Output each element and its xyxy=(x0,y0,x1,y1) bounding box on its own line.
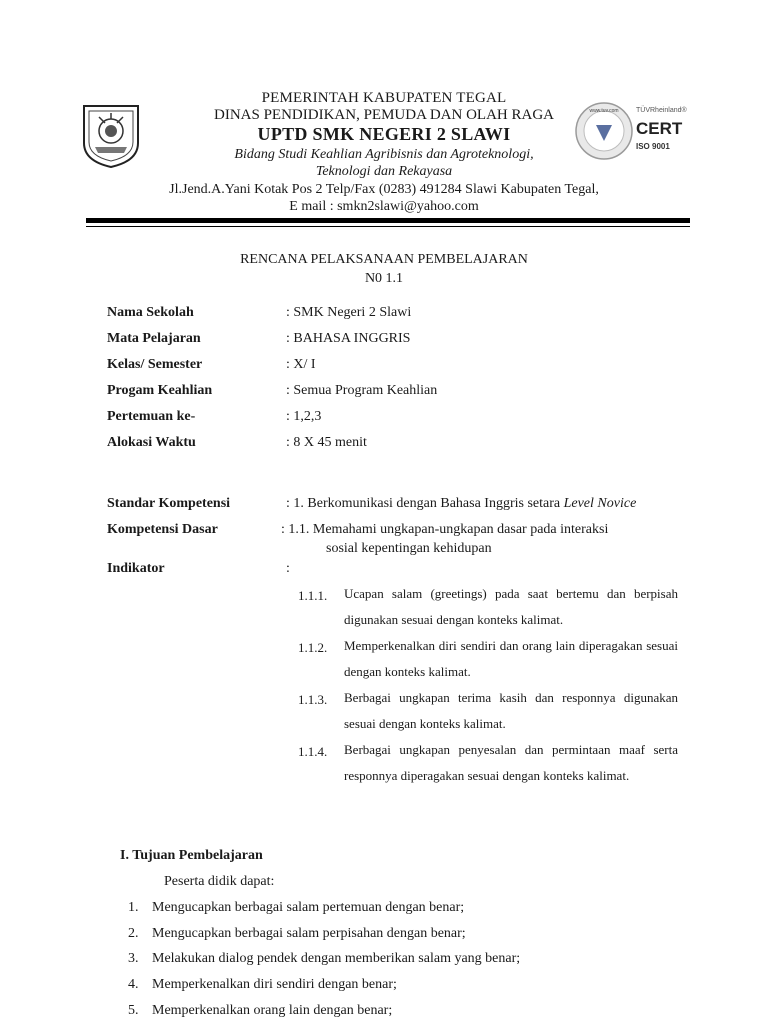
indicator-text: Berbagai ungkapan terima kasih dan responnya digunakan sesuai dengan konteks kalimat. xyxy=(344,690,678,731)
info-value-school: : SMK Negeri 2 Slawi xyxy=(286,305,412,320)
cert-mark-text: CERT xyxy=(636,119,683,138)
info-value-meeting: : 1,2,3 xyxy=(286,409,322,424)
indikator-label: Indikator xyxy=(107,561,165,576)
letterhead-field-line2: Teknologi dan Rekayasa xyxy=(315,164,453,179)
info-label-program: Progam Keahlian xyxy=(107,383,213,398)
standar-kompetensi-value xyxy=(286,496,636,512)
indicator-text: Ucapan salam (greetings) pada saat bertemu dan berpisah digunakan sesuai dengan konteks kalimat. xyxy=(344,586,678,627)
info-label-time: Alokasi Waktu xyxy=(107,435,196,450)
info-label-class: Kelas/ Semester xyxy=(107,357,203,372)
letterhead-address: Jl.Jend.A.Yani Kotak Pos 2 Telp/Fax (0283) 491284 Slawi Kabupaten Tegal, xyxy=(169,182,599,197)
info-label-subject: Mata Pelajaran xyxy=(107,331,201,346)
objective-text: Memperkenalkan orang lain dengan benar; xyxy=(152,1003,393,1018)
indicator-number: 1.1.4. xyxy=(298,744,328,759)
letterhead-divider-thin xyxy=(86,226,690,227)
info-value-subject: : BAHASA INGGRIS xyxy=(286,331,411,346)
standar-kompetensi-label: Standar Kompetensi xyxy=(107,496,231,511)
kompetensi-dasar-value: : 1.1. Memahami ungkapan-ungkapan dasar pada interaksi xyxy=(281,522,609,537)
info-label-meeting: Pertemuan ke- xyxy=(107,409,196,424)
indicator-text: Memperkenalkan diri sendiri dan orang lain diperagakan sesuai dengan konteks kalimat. xyxy=(344,638,678,679)
standar-kompetensi-level: Level Novice xyxy=(563,496,637,511)
indicator-number: 1.1.3. xyxy=(298,692,328,707)
objective-number: 1. xyxy=(128,900,139,915)
letterhead-department: DINAS PENDIDIKAN, PEMUDA DAN OLAH RAGA xyxy=(214,107,554,123)
objective-number: 3. xyxy=(128,951,139,966)
document-number: N0 1.1 xyxy=(364,271,404,286)
letterhead-field-line1: Bidang Studi Keahlian Agribisnis dan Agroteknologi, xyxy=(234,147,534,162)
kompetensi-dasar-value-cont: sosial kepentingan kehidupan xyxy=(326,541,492,556)
document-title: RENCANA PELAKSANAAN PEMBELAJARAN xyxy=(240,252,528,267)
info-label-school: Nama Sekolah xyxy=(107,305,194,320)
indicator-number: 1.1.2. xyxy=(298,640,328,655)
objective-number: 4. xyxy=(128,977,139,992)
info-value-class: : X/ I xyxy=(286,357,316,372)
letterhead-divider-thick xyxy=(86,218,690,223)
indicator-number: 1.1.1. xyxy=(298,588,328,603)
section-intro: Peserta didik dapat: xyxy=(164,874,275,889)
cert-brand-text: TÜVRheinland® xyxy=(636,107,687,114)
info-value-program: : Semua Program Keahlian xyxy=(286,383,438,398)
objective-text: Memperkenalkan diri sendiri dengan benar; xyxy=(152,977,397,992)
cert-standard-text: ISO 9001 xyxy=(636,142,670,151)
info-value-time: : 8 X 45 menit xyxy=(286,435,367,450)
indikator-colon: : xyxy=(286,561,290,576)
letterhead-government: PEMERINTAH KABUPATEN TEGAL xyxy=(261,90,507,106)
letterhead-email: E mail : smkn2slawi@yahoo.com xyxy=(289,199,479,214)
standar-kompetensi-text: : 1. Berkomunikasi dengan Bahasa Inggris setara xyxy=(286,496,564,511)
objective-number: 5. xyxy=(128,1003,139,1018)
objective-number: 2. xyxy=(128,926,139,941)
kompetensi-dasar-label: Kompetensi Dasar xyxy=(107,522,218,537)
section-heading-tujuan: I. Tujuan Pembelajaran xyxy=(120,848,263,863)
objective-text: Melakukan dialog pendek dengan memberikan salam yang benar; xyxy=(152,951,521,966)
objective-text: Mengucapkan berbagai salam perpisahan dengan benar; xyxy=(152,926,466,941)
letterhead-school-name: UPTD SMK NEGERI 2 SLAWI xyxy=(257,124,511,144)
cert-www-text: www.tuv.com xyxy=(589,108,619,114)
indicator-text: Berbagai ungkapan penyesalan dan permintaan maaf serta responnya diperagakan sesuai dengan konteks kalimat. xyxy=(344,742,678,783)
objective-text: Mengucapkan berbagai salam pertemuan dengan benar; xyxy=(152,900,465,915)
